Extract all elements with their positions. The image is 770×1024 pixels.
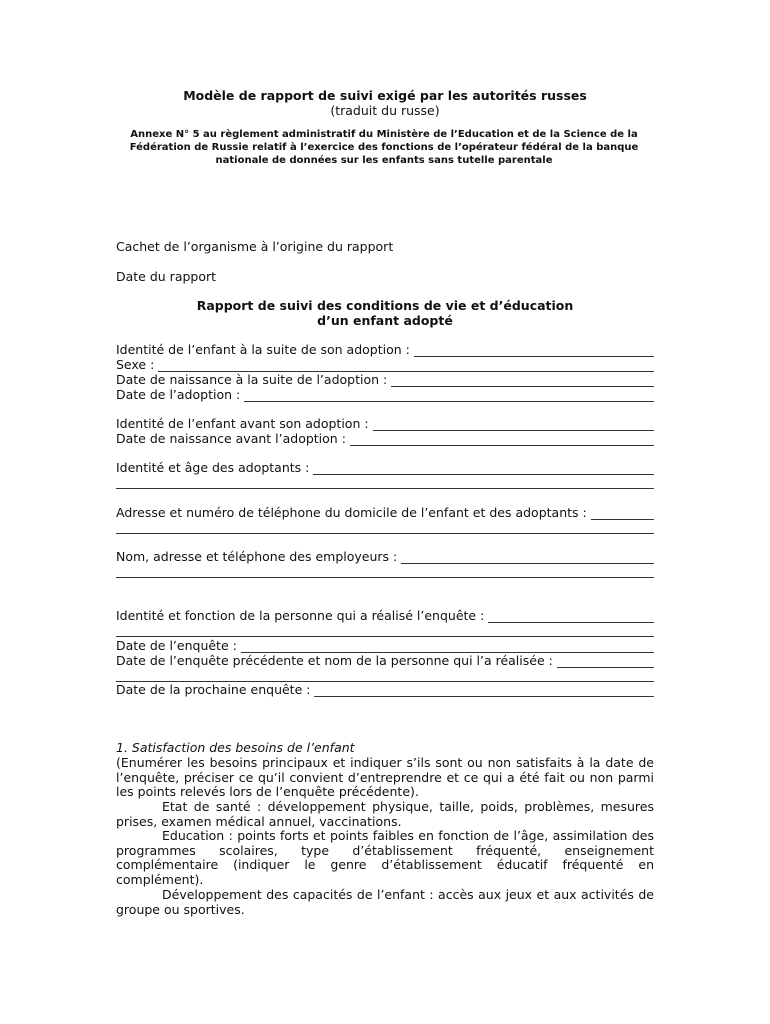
blank-line[interactable] — [116, 577, 654, 578]
field-identity-after — [116, 342, 654, 357]
blank-line[interactable] — [591, 508, 654, 520]
report-title-line1: Rapport de suivi des conditions de vie et d’éducation — [196, 298, 574, 313]
section-1-intro: (Enumérer les besoins principaux et indiquer s’ils sont ou non satisfaits à la date de l’enquête, préciser ce qu’il convient d’entreprendre et ce qui a été fait ou non parmi les points relevés lors de l’enquête précédente). — [116, 755, 654, 800]
field-survey-date — [116, 638, 654, 653]
document-title: Modèle de rapport de suivi exigé par les autorités russes — [183, 88, 587, 103]
field-investigator — [116, 608, 654, 623]
field-label: Sexe : — [116, 357, 155, 372]
annex-note: Annexe N° 5 au règlement administratif du Ministère de l’Education et de la Science de la Fédération de Russie relatif à l’exercice des fonctions de l’opérateur fédéral de la banque nationale de données sur les enfants sans tutelle parentale — [129, 129, 639, 166]
stamp-label: Cachet de l’organisme à l’origine du rapport — [116, 239, 394, 254]
field-label: Identité et âge des adoptants : — [116, 460, 310, 475]
blank-line[interactable] — [488, 611, 654, 623]
field-label: Nom, adresse et téléphone des employeurs : — [116, 549, 398, 564]
field-sex — [116, 357, 654, 372]
section-1-education: Education : points forts et points faibles en fonction de l’âge, assimilation des programmes scolaires, type d’établissement fréquenté, enseignement complémentaire (indiquer le genre d’établissement éducatif fréquenté en complément). — [116, 828, 654, 887]
blank-line[interactable] — [557, 656, 654, 668]
report-title — [116, 298, 654, 328]
field-label: Date de l’adoption : — [116, 387, 241, 402]
field-label: Identité de l’enfant à la suite de son adoption : — [116, 342, 410, 357]
section-1-abilities: Développement des capacités de l’enfant : accès aux jeux et aux activités de groupe ou sportives. — [116, 887, 654, 917]
blank-line[interactable] — [350, 434, 654, 446]
blank-line[interactable] — [314, 685, 654, 697]
field-next-survey — [116, 682, 654, 697]
field-previous-survey — [116, 653, 654, 668]
field-adopters — [116, 460, 654, 475]
field-birth-after — [116, 372, 654, 387]
field-address — [116, 505, 654, 520]
section-1-health: Etat de santé : développement physique, taille, poids, problèmes, mesures prises, examen médical annuel, vaccinations. — [116, 799, 654, 829]
report-date-label: Date du rapport — [116, 269, 217, 284]
section-1-heading: 1. Satisfaction des besoins de l’enfant — [116, 740, 355, 755]
blank-line[interactable] — [116, 636, 654, 637]
field-label: Date de naissance à la suite de l’adoption : — [116, 372, 388, 387]
field-employers — [116, 549, 654, 564]
field-label: Identité et fonction de la personne qui a réalisé l’enquête : — [116, 608, 485, 623]
field-label: Date de la prochaine enquête : — [116, 682, 311, 697]
field-birth-before — [116, 431, 654, 446]
blank-line[interactable] — [414, 345, 654, 357]
report-title-line2: d’un enfant adopté — [317, 313, 453, 328]
field-label: Date de l’enquête précédente et nom de la personne qui l’a réalisée : — [116, 653, 553, 668]
document-subtitle: (traduit du russe) — [330, 103, 440, 118]
field-adoption-date — [116, 387, 654, 402]
field-label: Identité de l’enfant avant son adoption : — [116, 416, 369, 431]
blank-line[interactable] — [241, 641, 654, 653]
blank-line[interactable] — [391, 375, 654, 387]
field-label: Adresse et numéro de téléphone du domicile de l’enfant et des adoptants : — [116, 505, 587, 520]
field-identity-before — [116, 416, 654, 431]
field-label: Date de naissance avant l’adoption : — [116, 431, 346, 446]
field-label: Date de l’enquête : — [116, 638, 237, 653]
blank-line[interactable] — [373, 419, 654, 431]
blank-line[interactable] — [313, 463, 654, 475]
blank-line[interactable] — [158, 360, 654, 372]
blank-line[interactable] — [401, 552, 654, 564]
blank-line[interactable] — [244, 390, 654, 402]
blank-line[interactable] — [116, 533, 654, 534]
blank-line[interactable] — [116, 488, 654, 489]
